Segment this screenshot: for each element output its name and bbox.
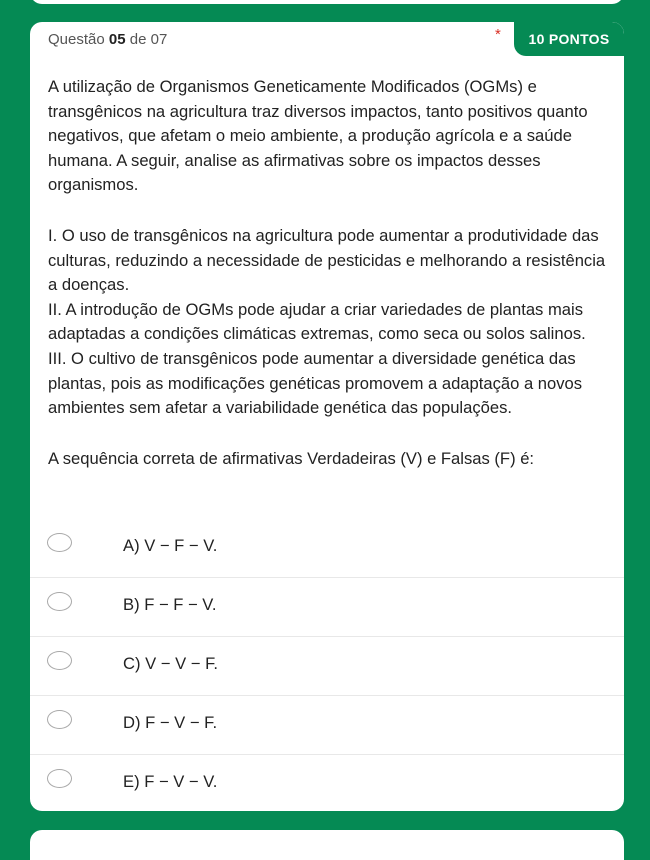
option-b[interactable]: [30, 578, 624, 637]
question-number-label: [48, 31, 167, 48]
previous-card-edge: [30, 0, 624, 4]
statement-intro: A utilização de Organismos Geneticamente Modificados (OGMs) e transgênicos na agricultura traz diversos impactos, tanto positivos quanto negativos, que afetam o meio ambiente, a produção agrícola e a saúde humana. A seguir, analise as afirmativas sobre os impactos desses organismos.: [48, 77, 588, 195]
question-number: 05: [108, 31, 126, 48]
radio-button-c[interactable]: [47, 651, 72, 670]
statement-prompt: A sequência correta de afirmativas Verdadeiras (V) e Falsas (F) é:: [48, 448, 535, 468]
question-prefix: Questão: [48, 31, 105, 48]
answer-options: [30, 519, 624, 811]
option-b-label[interactable]: B) F − F − V.: [123, 595, 217, 614]
radio-button-a[interactable]: [47, 533, 72, 552]
statement-item-1: I. O uso de transgênicos na agricultura pode aumentar a produtividade das culturas, reduzindo a necessidade de pesticidas e melhorando a resistência a doenças.: [48, 225, 606, 295]
option-c[interactable]: [30, 637, 624, 696]
required-asterisk: *: [495, 26, 501, 43]
radio-button-b[interactable]: [47, 592, 72, 611]
option-e[interactable]: [30, 755, 624, 811]
question-header: [30, 22, 624, 56]
radio-button-e[interactable]: [47, 769, 72, 788]
option-a-label[interactable]: A) V − F − V.: [123, 536, 218, 555]
question-connector: de: [129, 31, 147, 48]
option-c-label[interactable]: C) V − V − F.: [123, 654, 218, 673]
question-statement: [48, 75, 610, 471]
option-d-label[interactable]: D) F − V − F.: [123, 713, 218, 732]
statement-item-3: III. O cultivo de transgênicos pode aumentar a diversidade genética das plantas, pois as modificações genéticas promovem a adaptação a novos ambientes sem afetar a variabilidade genética das populações.: [48, 348, 583, 418]
option-a[interactable]: [30, 519, 624, 578]
option-d[interactable]: [30, 696, 624, 755]
option-e-label[interactable]: E) F − V − V.: [123, 772, 218, 791]
points-badge: 10 PONTOS: [514, 22, 624, 56]
question-total: 07: [150, 31, 168, 48]
question-card: [30, 22, 624, 811]
statement-item-2: II. A introdução de OGMs pode ajudar a criar variedades de plantas mais adaptadas a condições climáticas extremas, como seca ou solos salinos.: [48, 299, 586, 344]
radio-button-d[interactable]: [47, 710, 72, 729]
next-card-edge: [30, 830, 624, 860]
